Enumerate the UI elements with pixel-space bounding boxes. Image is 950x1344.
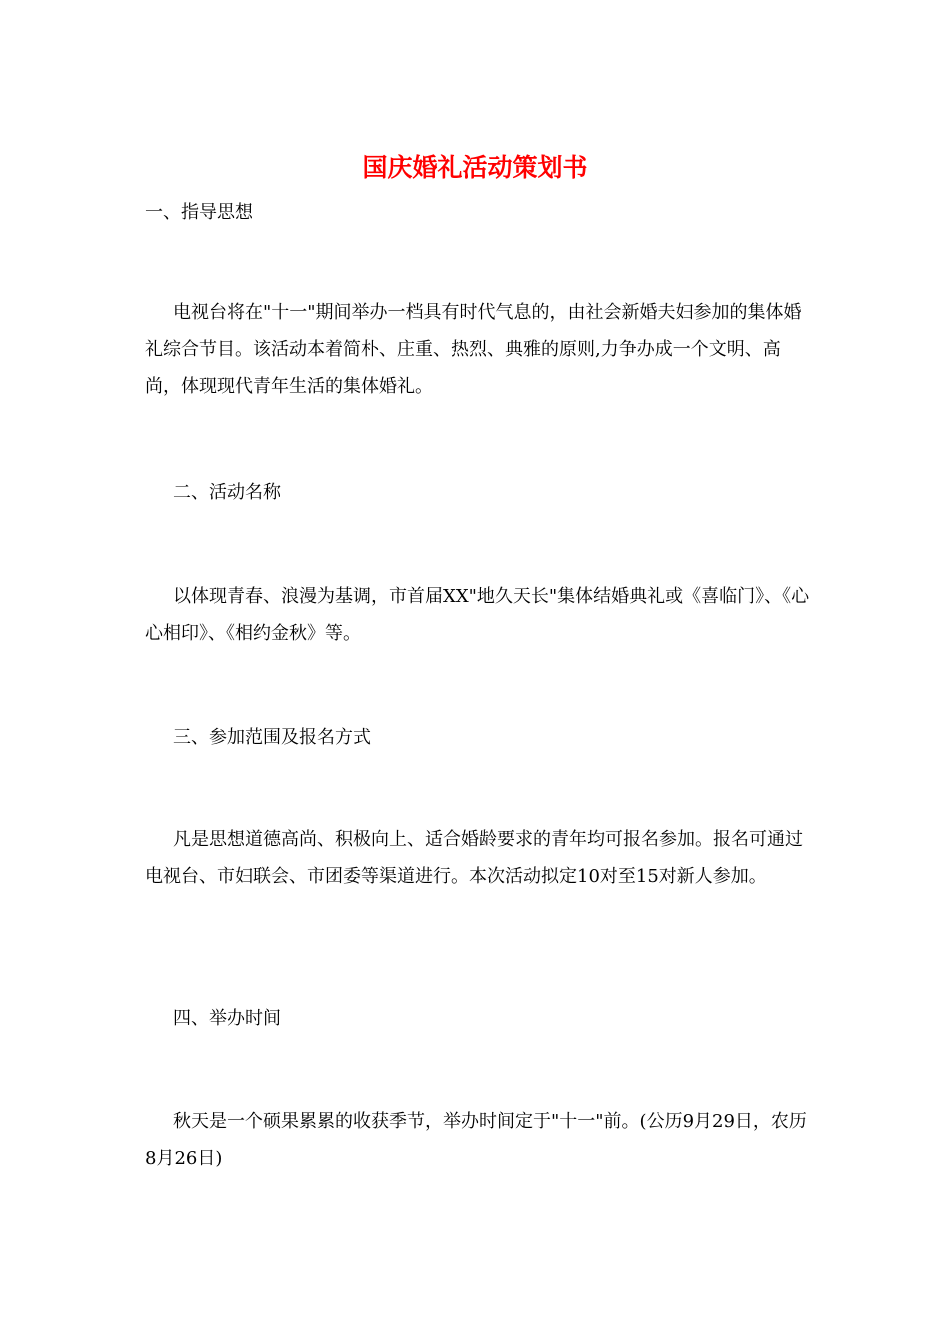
section-heading-activity-name: 二、活动名称: [173, 482, 281, 503]
section-heading-participation: 三、参加范围及报名方式: [173, 727, 371, 748]
section-heading-schedule: 四、举办时间: [173, 1008, 281, 1029]
section-body-guiding-thought: 电视台将在"十一"期间举办一档具有时代气息的，由社会新婚夫妇参加的集体婚礼综合节目。该活动本着简朴、庄重、热烈、典雅的原则,力争办成一个文明、高尚，体现现代青年生活的集体婚礼。: [145, 302, 802, 397]
section-body-participation: 凡是思想道德高尚、积极向上、适合婚龄要求的青年均可报名参加。报名可通过电视台、市妇联会、市团委等渠道进行。本次活动拟定10对至15对新人参加。: [145, 829, 803, 887]
section-body-activity-name: 以体现青春、浪漫为基调，市首届XX"地久天长"集体结婚典礼或《喜临门》、《心心相印》、《相约金秋》等。: [145, 586, 810, 644]
section-heading-guiding-thought: 一、指导思想: [145, 202, 253, 223]
document-title: 国庆婚礼活动策划书: [362, 153, 588, 182]
section-body-schedule: 秋天是一个硕果累累的收获季节，举办时间定于"十一"前。(公历9月29日，农历8月26日): [145, 1111, 807, 1169]
